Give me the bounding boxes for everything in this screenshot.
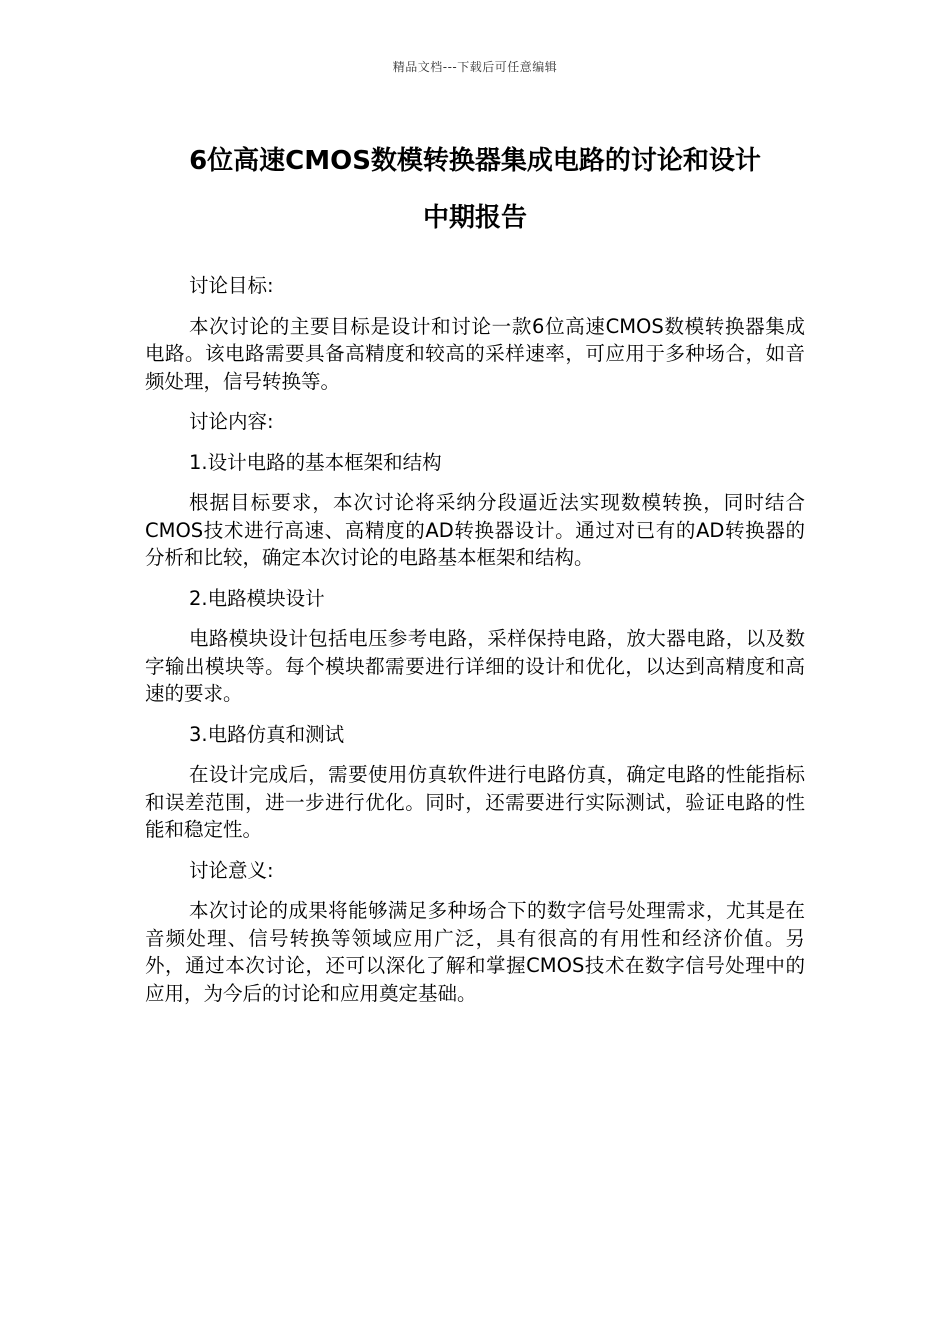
document-title: 6位高速CMOS数模转换器集成电路的讨论和设计 (189, 146, 761, 176)
page-header: 精品文档---下载后可任意编辑 (392, 60, 558, 74)
section-heading-content: 讨论内容: (189, 410, 274, 433)
section-heading-goal: 讨论目标: (189, 274, 274, 297)
section-heading-significance: 讨论意义: (189, 858, 274, 882)
paragraph-simulation: 在设计完成后，需要使用仿真软件进行电路仿真，确定电路的性能指标和误差范围，进一步进行优化。同时，还需要进行实际测试，验证电路的性能和稳定性。 (145, 763, 805, 841)
document-body (145, 272, 805, 1020)
subheading-module-design: 2.电路模块设计 (189, 586, 325, 610)
subheading-framework: 1.设计电路的基本框架和结构 (189, 450, 442, 474)
paragraph-module-design: 电路模块设计包括电压参考电路，采样保持电路，放大器电路，以及数字输出模块等。每个模块都需要进行详细的设计和优化，以达到高精度和高速的要求。 (145, 627, 805, 705)
paragraph-framework: 根据目标要求，本次讨论将采纳分段逼近法实现数模转换，同时结合CMOS技术进行高速、高精度的AD转换器设计。通过对已有的AD转换器的分析和比较，确定本次讨论的电路基本框架和结构。 (145, 491, 805, 569)
paragraph-goal: 本次讨论的主要目标是设计和讨论一款6位高速CMOS数模转换器集成电路。该电路需要具备高精度和较高的采样速率，可应用于多种场合，如音频处理，信号转换等。 (145, 314, 805, 393)
paragraph-significance: 本次讨论的成果将能够满足多种场合下的数字信号处理需求，尤其是在音频处理、信号转换等领域应用广泛，具有很高的有用性和经济价值。另外，通过本次讨论，还可以深化了解和掌握CMOS技术在数字信号处理中的应用，为今后的讨论和应用奠定基础。 (145, 899, 805, 1005)
subheading-simulation: 3.电路仿真和测试 (189, 722, 345, 746)
document-subtitle: 中期报告 (422, 203, 527, 233)
